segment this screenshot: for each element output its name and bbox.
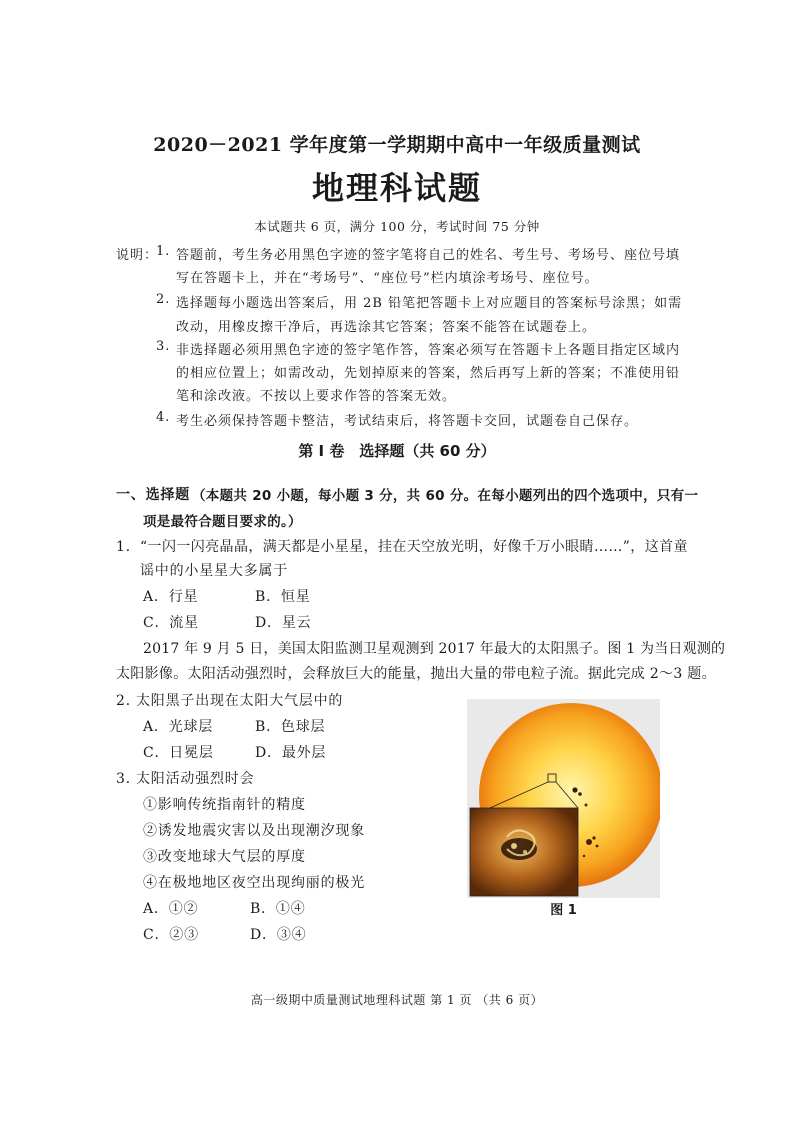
instruction-line: 非选择题必须用黑色字迹的签字笔作答，答案必须写在答题卡上各题目指定区域内 — [176, 343, 681, 358]
option-b[interactable]: B．①④ — [250, 901, 306, 917]
part-description: （本题共 20 小题，每小题 3 分，共 60 分。在每小题列出的四个选项中，只有一 — [192, 488, 699, 504]
option-c[interactable]: C．日冕层 — [143, 745, 214, 761]
instruction-number: 4. — [156, 410, 171, 425]
statement-3: ③改变地球大气层的厚度 — [143, 849, 306, 865]
question-number: 1． — [116, 539, 141, 555]
figure-caption: 图 1 — [550, 903, 577, 918]
instruction-line: 答题前，考生务必用黑色字迹的签字笔将自己的姓名、考生号、考场号、座位号填 — [176, 248, 681, 263]
question-stem: 太阳活动强烈时会 — [136, 771, 255, 787]
option-a[interactable]: A．行星 — [143, 589, 199, 605]
page-footer: 高一级期中质量测试地理科试题 第 1 页 （共 6 页） — [250, 993, 544, 1007]
option-c[interactable]: C．流星 — [143, 615, 199, 631]
sunspot-closeup-inset — [470, 808, 578, 896]
part-description: 项是最符合题目要求的。） — [143, 514, 302, 530]
instruction-number: 3. — [156, 339, 171, 354]
question-stem: “一闪一闪亮晶晶，满天都是小星星，挂在天空放光明，好像千万小眼睛……”，这首童 — [140, 539, 688, 555]
question-stem: 谣中的小星星大多属于 — [140, 563, 288, 579]
option-a[interactable]: A．光球层 — [143, 719, 214, 735]
instruction-line: 考生必须保持答题卡整洁，考试结束后，将答题卡交回，试题卷自己保存。 — [176, 414, 639, 429]
option-b[interactable]: B．恒星 — [255, 589, 311, 605]
question-number: 3． — [116, 771, 141, 787]
instruction-line: 笔和涂改液。不按以上要求作答的答案无效。 — [176, 389, 457, 404]
option-a[interactable]: A．①② — [143, 901, 199, 917]
exam-info: 本试题共 6 页，满分 100 分，考试时间 75 分钟 — [254, 219, 540, 234]
instruction-line: 写在答题卡上，并在“考场号”、“座位号”栏内填涂考场号、座位号。 — [176, 271, 599, 286]
option-c[interactable]: C．②③ — [143, 927, 199, 943]
instructions-label: 说明： — [116, 248, 159, 263]
statement-1: ①影响传统指南针的精度 — [143, 797, 306, 813]
statement-4: ④在极地地区夜空出现绚丽的极光 — [143, 875, 365, 891]
exam-title: 2020－2021 学年度第一学期期中高中一年级质量测试 — [153, 134, 641, 156]
passage-line: 太阳影像。太阳活动强烈时，会释放巨大的能量，抛出大量的带电粒子流。据此完成 2～3 题。 — [116, 666, 716, 682]
instruction-line: 的相应位置上；如需改动，先划掉原来的答案，然后再写上新的答案；不准使用铅 — [176, 366, 681, 381]
section-title: 第 I 卷 选择题（共 60 分） — [298, 442, 496, 460]
subject-title: 地理科试题 — [311, 169, 482, 207]
instruction-number: 2. — [156, 292, 171, 307]
sun-image — [467, 699, 660, 898]
sun-image-figure — [467, 699, 660, 898]
question-number: 2． — [116, 693, 141, 709]
option-d[interactable]: D．③④ — [250, 927, 307, 943]
instruction-line: 选择题每小题选出答案后，用 2B 铅笔把答题卡上对应题目的答案标号涂黑；如需 — [176, 296, 683, 311]
question-stem: 太阳黑子出现在太阳大气层中的 — [136, 693, 344, 709]
passage-line: 2017 年 9 月 5 日，美国太阳监测卫星观测到 2017 年最大的太阳黑子。图 1 为当日观测的 — [143, 641, 726, 657]
option-d[interactable]: D．最外层 — [255, 745, 327, 761]
part-label: 一、选择题 — [116, 487, 190, 503]
statement-2: ②诱发地震灾害以及出现潮汐现象 — [143, 823, 365, 839]
instruction-number: 1. — [156, 244, 171, 259]
option-d[interactable]: D．星云 — [255, 615, 312, 631]
option-b[interactable]: B．色球层 — [255, 719, 326, 735]
instruction-line: 改动，用橡皮擦干净后，再选涂其它答案；答案不能答在试题卷上。 — [176, 320, 597, 335]
